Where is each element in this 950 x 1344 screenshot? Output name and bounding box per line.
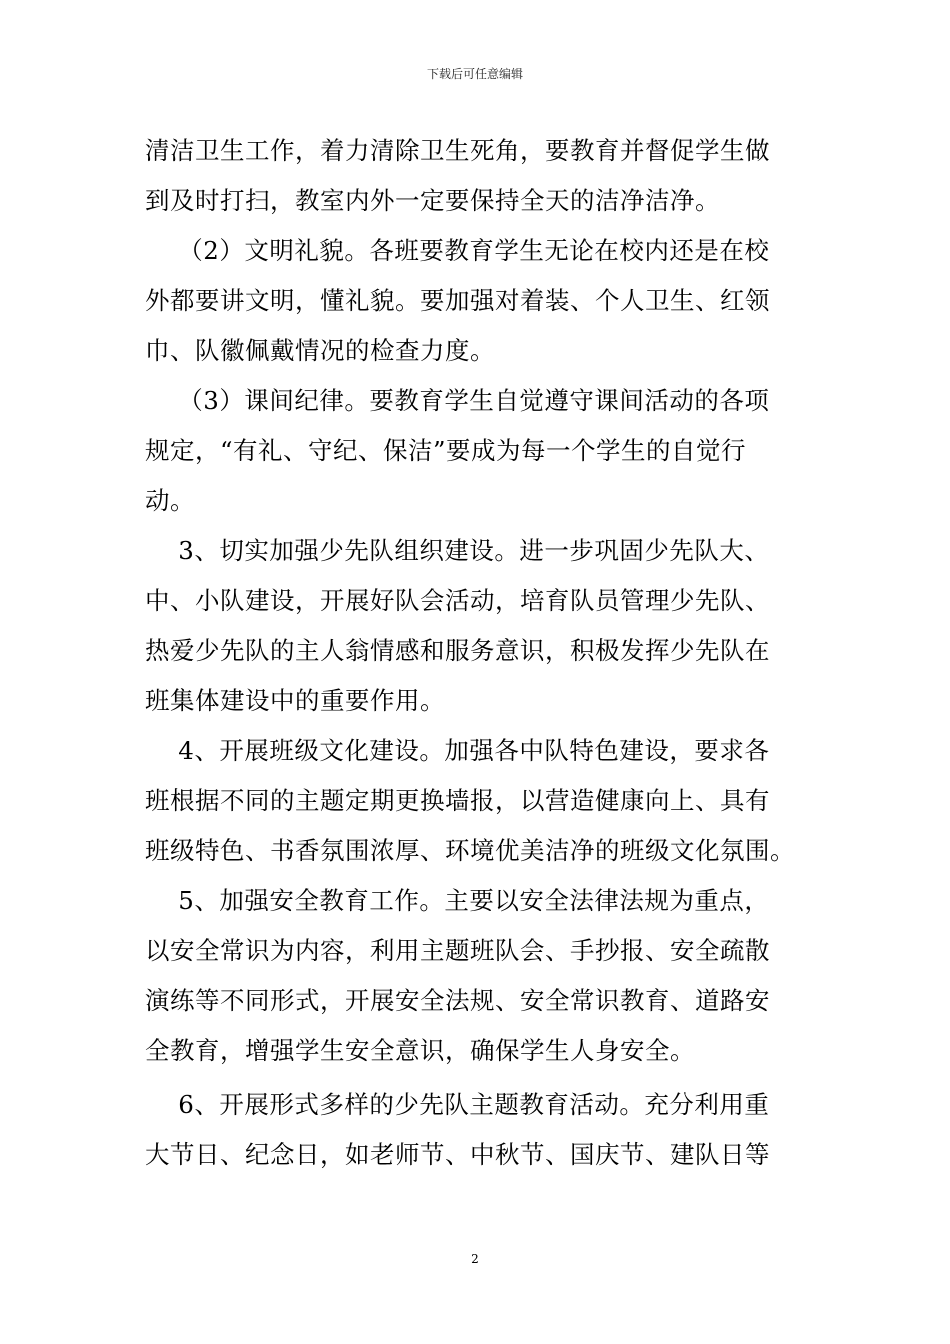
text-line: 5、加强安全教育工作。主要以安全法律法规为重点， — [145, 886, 770, 915]
text-line: 巾、队徽佩戴情况的检查力度。 — [145, 336, 495, 365]
paragraph-recess-discipline — [145, 376, 810, 526]
text-line: 演练等不同形式，开展安全法规、安全常识教育、道路安 — [145, 986, 770, 1015]
text-line: 4、开展班级文化建设。加强各中队特色建设，要求各 — [145, 736, 770, 765]
text-line: 动。 — [145, 486, 195, 515]
document-body — [145, 126, 810, 1180]
text-line: 到及时打扫，教室内外一定要保持全天的洁净洁净。 — [145, 186, 720, 215]
text-line: 以安全常识为内容，利用主题班队会、手抄报、安全疏散 — [145, 936, 770, 965]
text-line: 班级特色、书香氛围浓厚、环境优美洁净的班级文化氛围。 — [145, 836, 795, 865]
text-line: 外都要讲文明，懂礼貌。要加强对着装、个人卫生、红领 — [145, 286, 770, 315]
paragraph-pioneer-organization — [145, 526, 810, 726]
text-line: 班根据不同的主题定期更换墙报，以营造健康向上、具有 — [145, 786, 770, 815]
page-header-note: 下载后可任意编辑 — [426, 67, 523, 81]
text-line: 大节日、纪念日，如老师节、中秋节、国庆节、建队日等 — [145, 1140, 770, 1169]
text-line: 班集体建设中的重要作用。 — [145, 686, 445, 715]
paragraph-cleaning — [145, 126, 810, 226]
page-number: 2 — [471, 1252, 479, 1266]
text-line: 清洁卫生工作，着力清除卫生死角，要教育并督促学生做 — [145, 136, 770, 165]
text-line: 热爱少先队的主人翁情感和服务意识，积极发挥少先队在 — [145, 636, 770, 665]
text-line: （3）课间纪律。要教育学生自觉遵守课间活动的各项 — [145, 386, 770, 415]
text-line: （2）文明礼貌。各班要教育学生无论在校内还是在校 — [145, 236, 770, 265]
text-line: 全教育，增强学生安全意识，确保学生人身安全。 — [145, 1036, 695, 1065]
text-line: 中、小队建设，开展好队会活动，培育队员管理少先队、 — [145, 586, 770, 615]
paragraph-civility — [145, 226, 810, 376]
paragraph-class-culture — [145, 726, 810, 876]
paragraph-themed-activities — [145, 1080, 810, 1180]
text-line: 6、开展形式多样的少先队主题教育活动。充分利用重 — [145, 1090, 770, 1119]
paragraph-safety-education — [145, 876, 810, 1076]
text-line: 3、切实加强少先队组织建设。进一步巩固少先队大、 — [145, 536, 770, 565]
text-line: 规定，“有礼、守纪、保洁”要成为每一个学生的自觉行 — [145, 436, 747, 465]
